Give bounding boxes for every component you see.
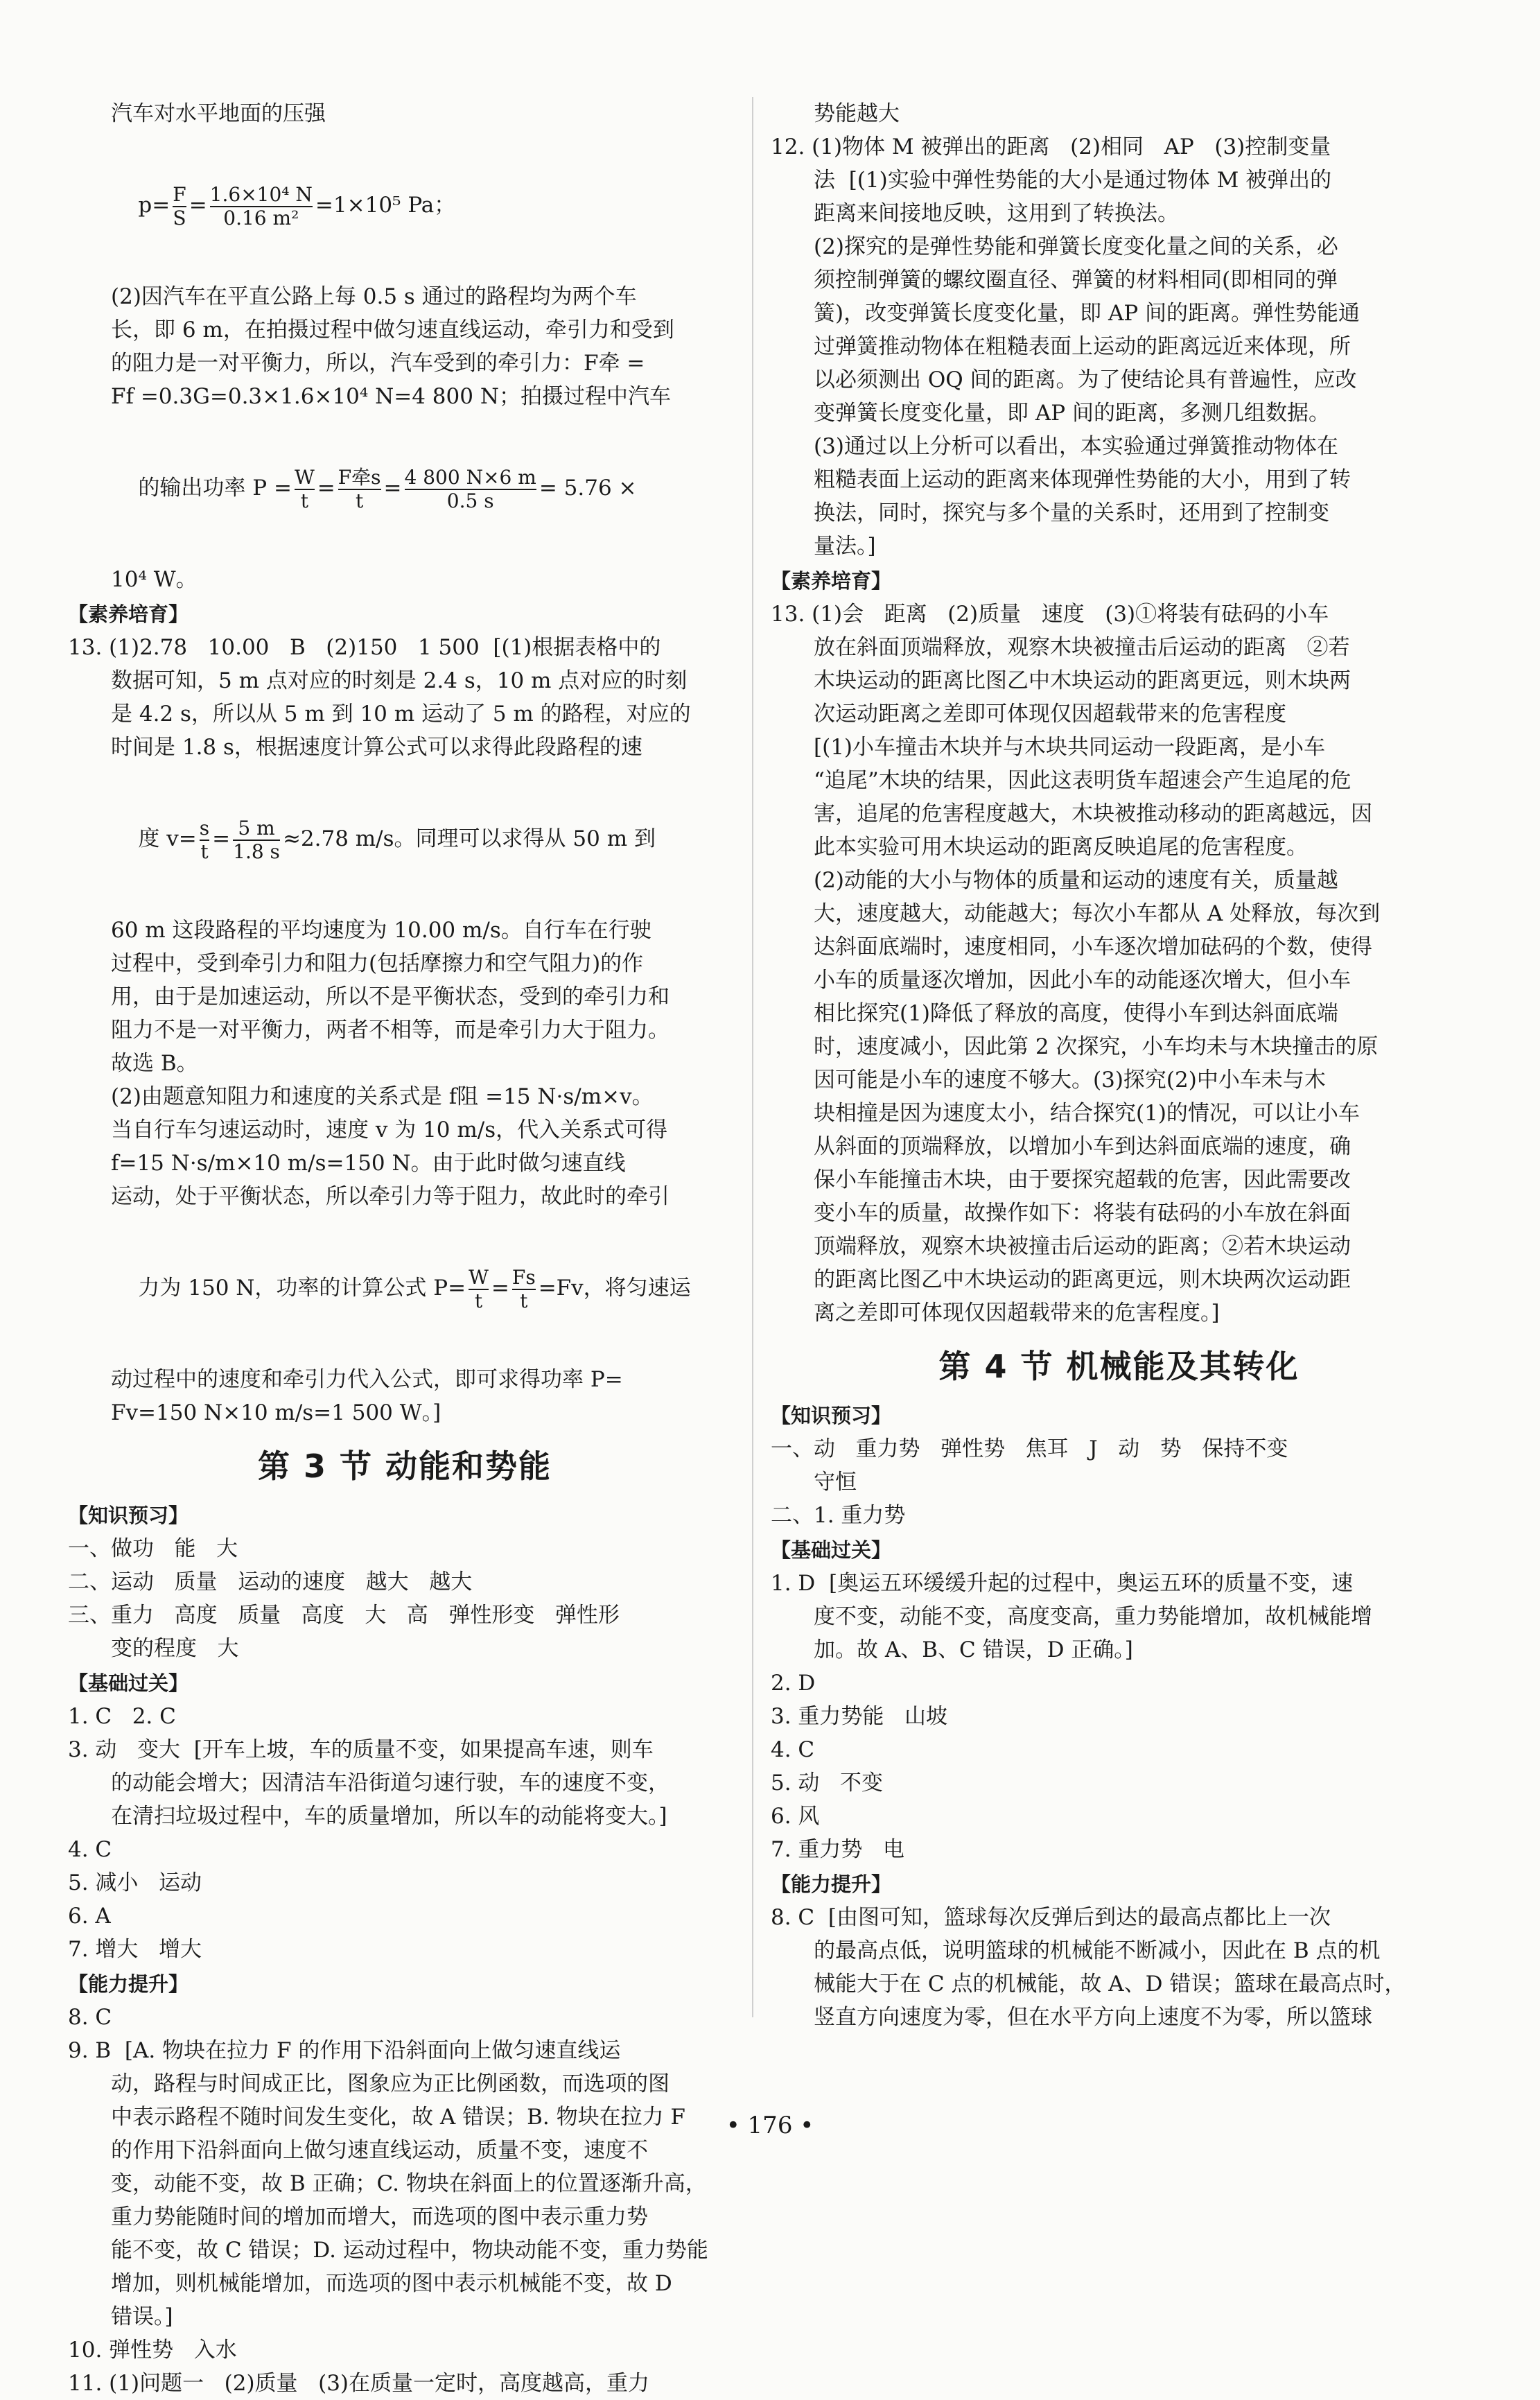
fraction [469,1267,489,1312]
answer-line: 4. C [771,1737,815,1762]
text-line: (2)因汽车在平直公路上每 0.5 s 通过的路程均为两个车 [111,284,637,309]
answer-line: 3. 重力势能 山坡 [771,1704,947,1729]
question-line: 因可能是小车的速度不够大。(3)探究(2)中小车未与木 [814,1068,1326,1093]
formula-text: = [491,1276,509,1301]
numerator: F [173,182,186,206]
answer-line: 9. B [A. 物块在拉力 F 的作用下沿斜面向上做匀速直线运 [68,2038,621,2063]
formula-power [68,413,742,563]
question-line: 距离来间接地反映，这用到了转换法。 [814,201,1179,226]
formula-text: p= [138,193,170,218]
text-line: 的阻力是一对平衡力，所以，汽车受到的牵引力：F牵 = [111,351,645,376]
right-column [771,97,1467,2034]
section-title: 第 4 节 机械能及其转化 [938,1348,1300,1385]
answer-line: 8. C [68,2005,112,2030]
question-line: 时间是 1.8 s，根据速度计算公式可以求得此段路程的速 [111,735,642,760]
answer-line: 度不变，动能不变，高度变高，重力势能增加，故机械能增 [814,1604,1372,1629]
question-line: 动过程中的速度和牵引力代入公式，即可求得功率 P= [111,1367,623,1392]
text-line: 10⁴ W。 [111,567,198,592]
formula-text: = 5.76 × [539,476,637,501]
formula-speed [68,764,742,914]
formula-text: ≈2.78 m/s。同理可以求得从 50 m 到 [282,826,656,851]
answer-line: 二、运动 质量 运动的速度 越大 越大 [68,1569,473,1594]
formula-text: 力为 150 N，功率的计算公式 P= [138,1276,466,1301]
question-line: (2)探究的是弹性势能和弹簧长度变化量之间的关系，必 [814,234,1338,259]
question-line: Fv=150 N×10 m/s=1 500 W。] [111,1400,441,1425]
denominator: S [173,206,186,229]
question-line: (3)通过以上分析可以看出，本实验通过弹簧推动物体在 [814,434,1338,459]
answer-line: 变，动能不变，故 B 正确；C. 物块在斜面上的位置逐渐升高， [111,2171,707,2196]
answer-line: 在清扫垃圾过程中，车的质量增加，所以车的动能将变大。] [111,1804,667,1829]
answer-line: 6. 风 [771,1804,820,1829]
answer-line: 2. D [771,1671,816,1696]
question-line: 次运动距离之差即可体现仅因超载带来的危害程度 [814,702,1286,727]
section-header: 【素养培育】 [68,602,189,626]
formula-text: 度 v= [138,826,197,851]
question-line: 换法，同时，探究与多个量的关系时，还用到了控制变 [814,501,1329,525]
denominator: 1.8 s [233,840,280,863]
answer-line: 5. 减小 运动 [68,1870,202,1895]
answer-line: 1. C 2. C [68,1704,176,1729]
answer-line: 能不变，故 C 错误；D. 运动过程中，物块动能不变，重力势能 [111,2238,708,2263]
numerator: 4 800 N×6 m [404,465,536,489]
numerator: Fs [511,1265,536,1289]
fraction [200,817,209,863]
answer-line: 械能大于在 C 点的机械能，故 A、D 错误；篮球在最高点时， [814,1972,1406,1997]
question-line: 以必须测出 OQ 间的距离。为了使结论具有普遍性，应改 [814,367,1357,392]
fraction [210,184,313,229]
question-line: 用，由于是加速运动，所以不是平衡状态，受到的牵引力和 [111,984,670,1009]
formula-text: = [189,193,207,218]
text-line: Ff =0.3G=0.3×1.6×10⁴ N=4 800 N；拍摄过程中汽车 [111,384,671,409]
question-line: [(1)小车撞击木块并与木块共同运动一段距离，是小车 [814,735,1326,760]
question-line: 法 [(1)实验中弹性势能的大小是通过物体 M 被弹出的 [814,168,1332,193]
column-divider [752,97,753,2017]
question-line: 12. (1)物体 M 被弹出的距离 (2)相同 AP (3)控制变量 [771,134,1331,159]
answer-line: 3. 动 变大 [开车上坡，车的质量不变，如果提高车速，则车 [68,1737,654,1762]
section-header: 【基础过关】 [771,1538,892,1562]
question-line: 簧)，改变弹簧长度变化量，即 AP 间的距离。弹性势能通 [814,301,1360,326]
answer-line: 7. 增大 增大 [68,1937,202,1962]
section-header: 【能力提升】 [771,1872,892,1896]
fraction [295,467,315,512]
question-line: 的距离比图乙中木块运动的距离更远，则木块两次运动距 [814,1267,1351,1292]
section-header: 【素养培育】 [771,569,892,593]
question-line: 块相撞是因为速度太小，结合探究(1)的情况，可以让小车 [814,1101,1360,1126]
question-line: 13. (1)2.78 10.00 B (2)150 1 500 [(1)根据表格中的 [68,635,661,660]
answer-line: 三、重力 高度 质量 高度 大 高 弹性形变 弹性形 [68,1603,620,1628]
question-line: 时，速度减小，因此第 2 次探究，小车均未与木块撞击的原 [814,1034,1379,1059]
question-line: 变弹簧长度变化量，即 AP 间的距离，多测几组数据。 [814,401,1330,426]
denominator: t [200,840,209,863]
formula-pressure [68,130,742,280]
answer-line: 变的程度 大 [111,1636,239,1661]
section-header: 【能力提升】 [68,1972,189,1996]
question-line: 放在斜面顶端释放，观察木块被撞击后运动的距离 ②若 [814,635,1350,660]
answer-line: 重力势能随时间的增加而增大，而选项的图中表示重力势 [111,2205,648,2229]
answer-line: 中表示路程不随时间发生变化，故 A 错误；B. 物块在拉力 F [111,2105,685,2130]
formula-text: = [317,476,335,501]
answer-line: 动，路程与时间成正比，图象应为正比例函数，而选项的图 [111,2071,670,2096]
section-header: 【知识预习】 [68,1504,189,1527]
answer-line: 竖直方向速度为零，但在水平方向上速度不为零，所以篮球 [814,2005,1372,2030]
answer-line: 错误。] [111,2304,173,2329]
answer-line: 11. (1)问题一 (2)质量 (3)在质量一定时，高度越高，重力 [68,2371,650,2396]
numerator: 1.6×10⁴ N [209,182,313,206]
question-line: 是 4.2 s，所以从 5 m 到 10 m 运动了 5 m 的路程，对应的 [111,702,691,727]
formula-text: =Fv，将匀速运 [538,1276,691,1301]
question-line: 过程中，受到牵引力和阻力(包括摩擦力和空气阻力)的作 [111,951,644,976]
answer-line: 的作用下沿斜面向上做匀速直线运动，质量不变，速度不 [111,2138,648,2163]
section-title: 第 3 节 动能和势能 [257,1447,552,1485]
question-line: f=15 N·s/m×10 m/s=150 N。由于此时做匀速直线 [111,1151,626,1176]
fraction [173,184,186,229]
formula-text: = [383,476,402,501]
question-line: 顶端释放，观察木块被撞击后运动的距离；②若木块运动 [814,1234,1351,1259]
formula-text: =1×10⁵ Pa； [315,193,456,218]
answer-line: 8. C [由图可知，篮球每次反弹后到达的最高点都比上一次 [771,1905,1331,1930]
question-line: “追尾”木块的结果，因此这表明货车超速会产生追尾的危 [814,768,1351,793]
answer-line: 4. C [68,1837,112,1862]
answer-line: 的动能会增大；因清洁车沿街道匀速行驶，车的速度不变， [111,1771,670,1795]
denominator: t [469,1289,489,1312]
question-line: (2)动能的大小与物体的质量和运动的速度有关，质量越 [814,868,1338,893]
denominator: t [295,489,315,512]
answer-line: 二、1. 重力势 [771,1503,906,1528]
denominator: 0.5 s [405,489,536,512]
numerator: W [294,465,315,489]
fraction [233,817,280,863]
answer-line: 7. 重力势 电 [771,1837,904,1862]
question-line: 大，速度越大，动能越大；每次小车都从 A 处释放，每次到 [814,901,1381,926]
answer-line: 6. A [68,1904,111,1929]
question-line: 达斜面底端时，速度相同，小车逐次增加砝码的个数，使得 [814,934,1372,959]
question-line: 当自行车匀速运动时，速度 v 为 10 m/s，代入关系式可得 [111,1118,668,1142]
answer-line: 一、做功 能 大 [68,1536,238,1561]
numerator: s [199,816,210,840]
formula-text: 的输出功率 P = [138,476,292,501]
question-line: 须控制弹簧的螺纹圈直径、弹簧的材料相同(即相同的弹 [814,268,1338,293]
question-line: 过弹簧推动物体在粗糙表面上运动的距离远近来体现，所 [814,334,1351,359]
text-line: 势能越大 [814,101,900,126]
answer-line: 10. 弹性势 入水 [68,2338,237,2363]
answer-line: 一、动 重力势 弹性势 焦耳 J 动 势 保持不变 [771,1436,1288,1461]
section-header: 【知识预习】 [771,1404,892,1427]
fraction [405,467,536,512]
numerator: W [469,1265,489,1289]
question-line: 故选 B。 [111,1051,198,1076]
question-line: 从斜面的顶端释放，以增加小车到达斜面底端的速度，确 [814,1134,1351,1159]
denominator: 0.16 m² [210,206,313,229]
section-header: 【基础过关】 [68,1671,189,1695]
formula-text: = [212,826,231,851]
answer-line: 增加，则机械能增加，而选项的图中表示机械能不变，故 D [111,2271,672,2296]
question-line: 此本实验可用木块运动的距离反映追尾的危害程度。 [814,835,1308,860]
text-line: 汽车对水平地面的压强 [111,101,326,126]
fraction [512,1267,536,1312]
answer-line: 的最高点低，说明篮球的机械能不断减小，因此在 B 点的机 [814,1938,1381,1963]
question-line: 60 m 这段路程的平均速度为 10.00 m/s。自行车在行驶 [111,918,651,943]
answer-line: 加。故 A、B、C 错误，D 正确。] [814,1637,1133,1662]
answer-line: 守恒 [814,1470,857,1495]
answer-line: 5. 动 不变 [771,1771,883,1795]
question-line: 保小车能撞击木块，由于要探究超载的危害，因此需要改 [814,1167,1351,1192]
question-line: 13. (1)会 距离 (2)质量 速度 (3)①将装有砝码的小车 [771,602,1329,627]
left-column [68,97,742,2400]
question-line: (2)由题意知阻力和速度的关系式是 f阻 =15 N·s/m×v。 [111,1084,654,1109]
answer-line: 1. D [奥运五环缓缓升起的过程中，奥运五环的质量不变，速 [771,1571,1354,1596]
question-line: 相比探究(1)降低了释放的高度，使得小车到达斜面底端 [814,1001,1338,1026]
formula-work [68,1213,742,1363]
denominator: t [338,489,381,512]
question-line: 量法。] [814,534,876,559]
numerator: F牵s [338,465,381,489]
question-line: 小车的质量逐次增加，因此小车的动能逐次增大，但小车 [814,968,1351,993]
fraction [338,467,381,512]
page-number: • 176 • [726,2112,814,2139]
numerator: 5 m [238,816,275,840]
text-line: 长，即 6 m，在拍摄过程中做匀速直线运动，牵引力和受到 [111,318,674,342]
question-line: 离之差即可体现仅因超载带来的危害程度。] [814,1301,1220,1325]
question-line: 粗糙表面上运动的距离来体现弹性势能的大小，用到了转 [814,467,1351,492]
question-line: 阻力不是一对平衡力，两者不相等，而是牵引力大于阻力。 [111,1018,670,1043]
denominator: t [512,1289,536,1312]
question-line: 数据可知，5 m 点对应的时刻是 2.4 s，10 m 点对应的时刻 [111,668,688,693]
question-line: 运动，处于平衡状态，所以牵引力等于阻力，故此时的牵引 [111,1184,670,1209]
question-line: 变小车的质量，故操作如下：将装有砝码的小车放在斜面 [814,1201,1351,1226]
question-line: 木块运动的距离比图乙中木块运动的距离更远，则木块两 [814,668,1351,693]
question-line: 害，追尾的危害程度越大，木块被推动移动的距离越远，因 [814,801,1372,826]
